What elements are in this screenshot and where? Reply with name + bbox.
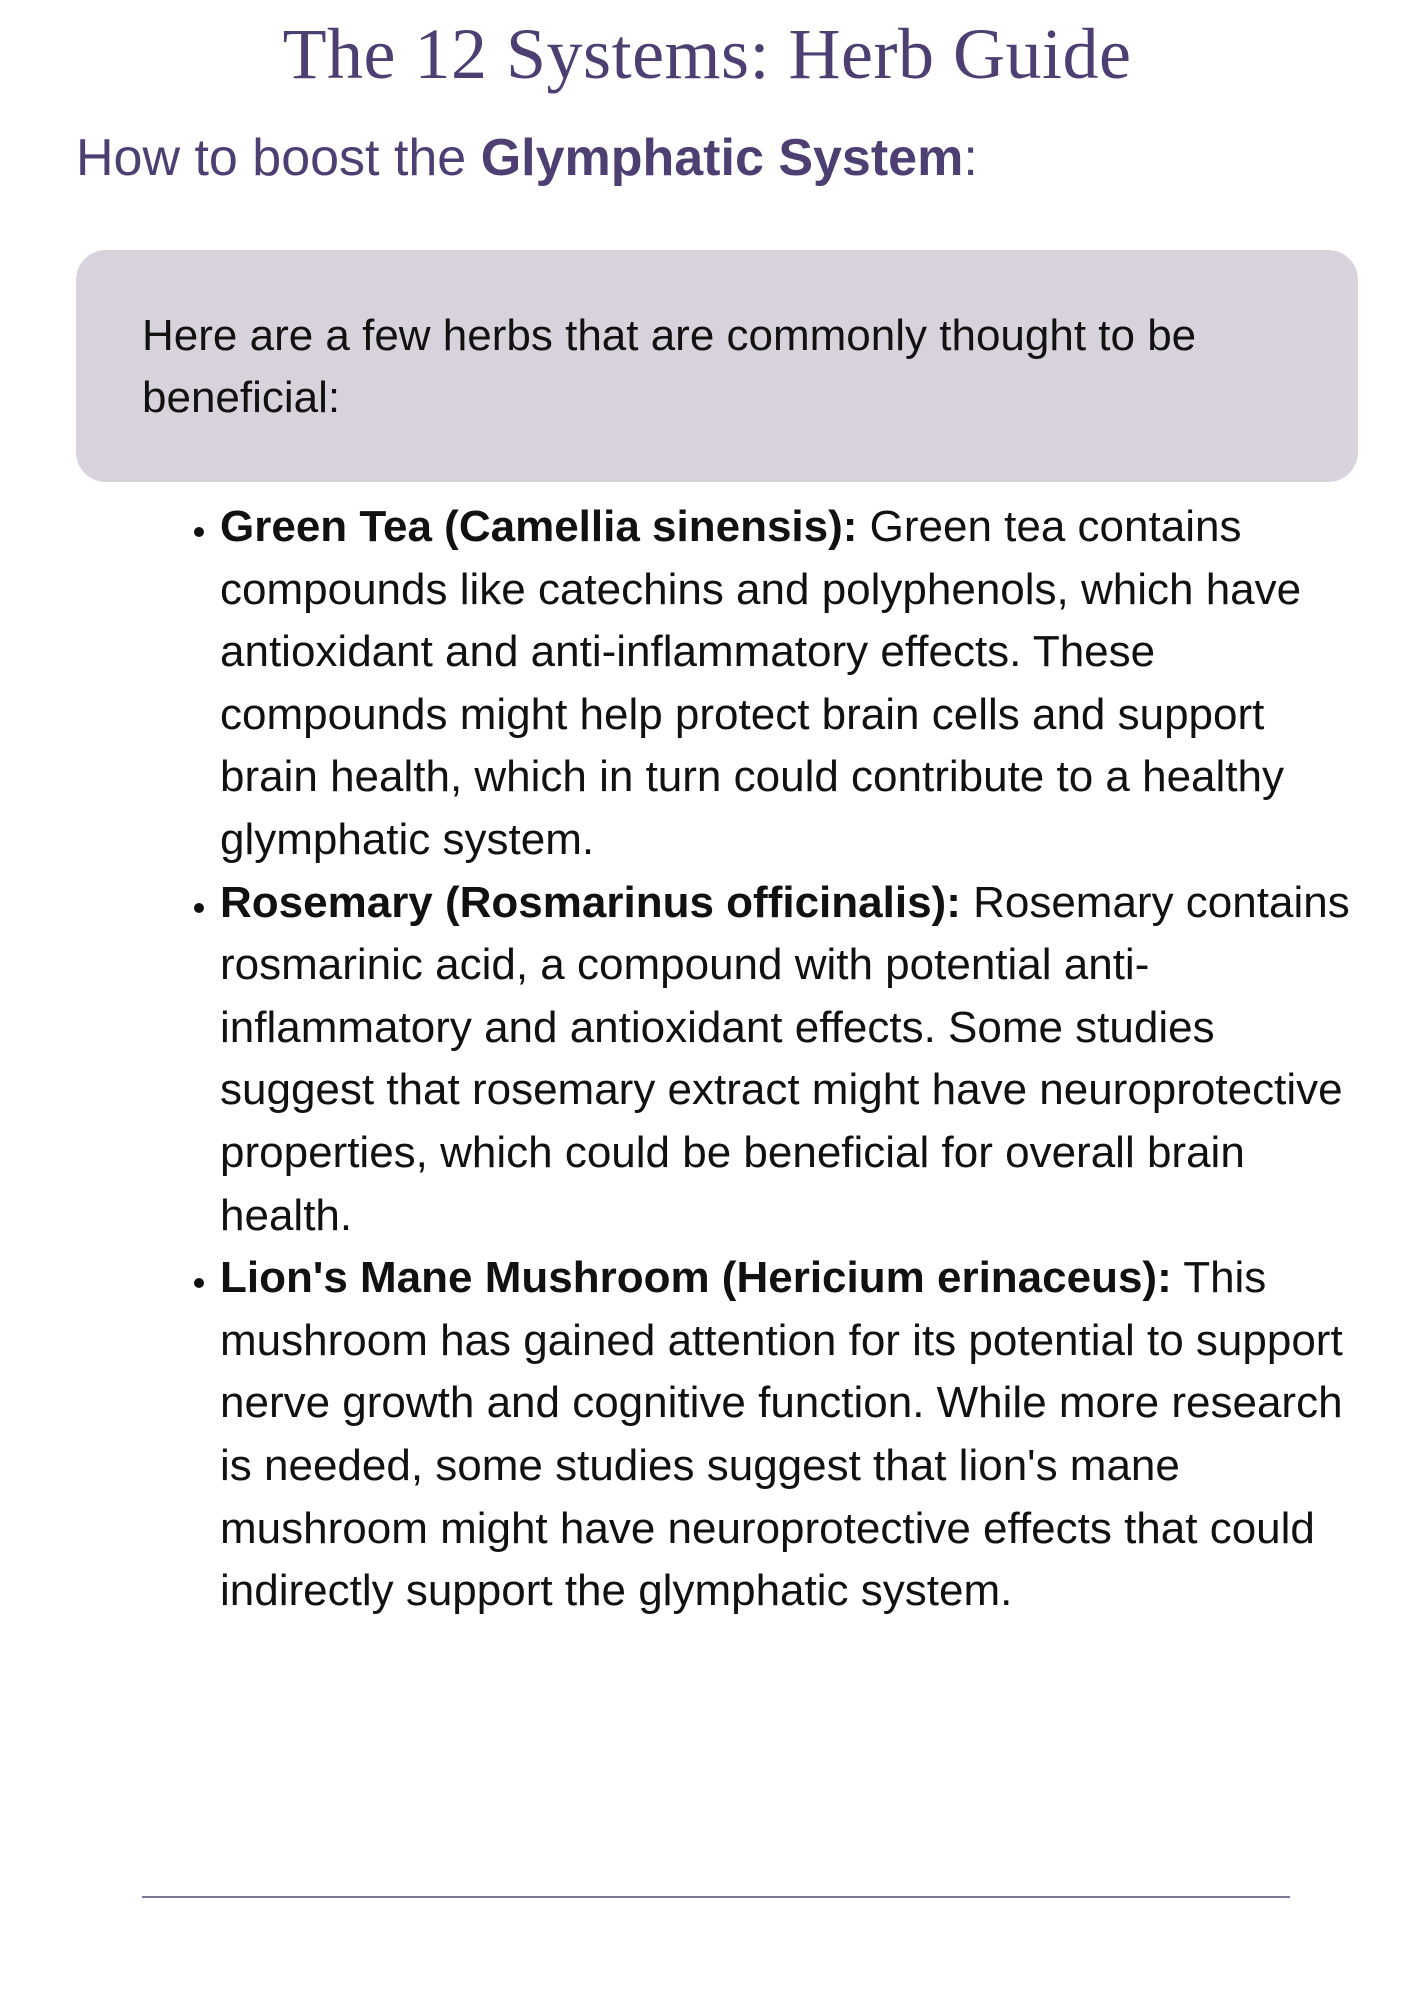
subtitle-system-name: Glymphatic System bbox=[480, 129, 964, 187]
herb-list-item-green-tea bbox=[220, 496, 1358, 872]
herb-list-item-lions-mane bbox=[220, 1247, 1358, 1623]
herb-name: Rosemary (Rosmarinus officinalis): bbox=[220, 877, 961, 927]
section-subtitle bbox=[76, 122, 978, 194]
intro-text: Here are a few herbs that are commonly thought to be beneficial: bbox=[142, 311, 1197, 422]
herb-list-item-rosemary bbox=[220, 872, 1358, 1248]
footer-divider bbox=[142, 1896, 1290, 1898]
herb-description: This mushroom has gained attention for its potential to support nerve growth and cognitive function. While more research is needed, some studies suggest that lion's mane mushroom might have neuroprotective effects that could indirectly support the glymphatic system. bbox=[220, 1253, 1343, 1616]
herb-name: Lion's Mane Mushroom (Hericium erinaceus): bbox=[220, 1253, 1172, 1303]
herb-description: Green tea contains compounds like catechins and polyphenols, which have antioxidant and anti-inflammatory effects. These compounds might help protect brain cells and support brain health, which in turn could contribute to a healthy glymphatic system. bbox=[220, 502, 1302, 864]
subtitle-suffix: : bbox=[963, 129, 978, 187]
herb-description: Rosemary contains rosmarinic acid, a compound with potential anti-inflammatory and antioxidant effects. Some studies suggest that rosemary extract might have neuroprotective properties, which could be beneficial for overall brain health. bbox=[220, 877, 1350, 1240]
page-title: The 12 Systems: Herb Guide bbox=[282, 14, 1132, 94]
herb-name: Green Tea (Camellia sinensis): bbox=[220, 502, 858, 551]
subtitle-prefix: How to boost the bbox=[76, 129, 481, 187]
intro-callout-box bbox=[76, 250, 1358, 482]
herb-list bbox=[160, 496, 1358, 1623]
